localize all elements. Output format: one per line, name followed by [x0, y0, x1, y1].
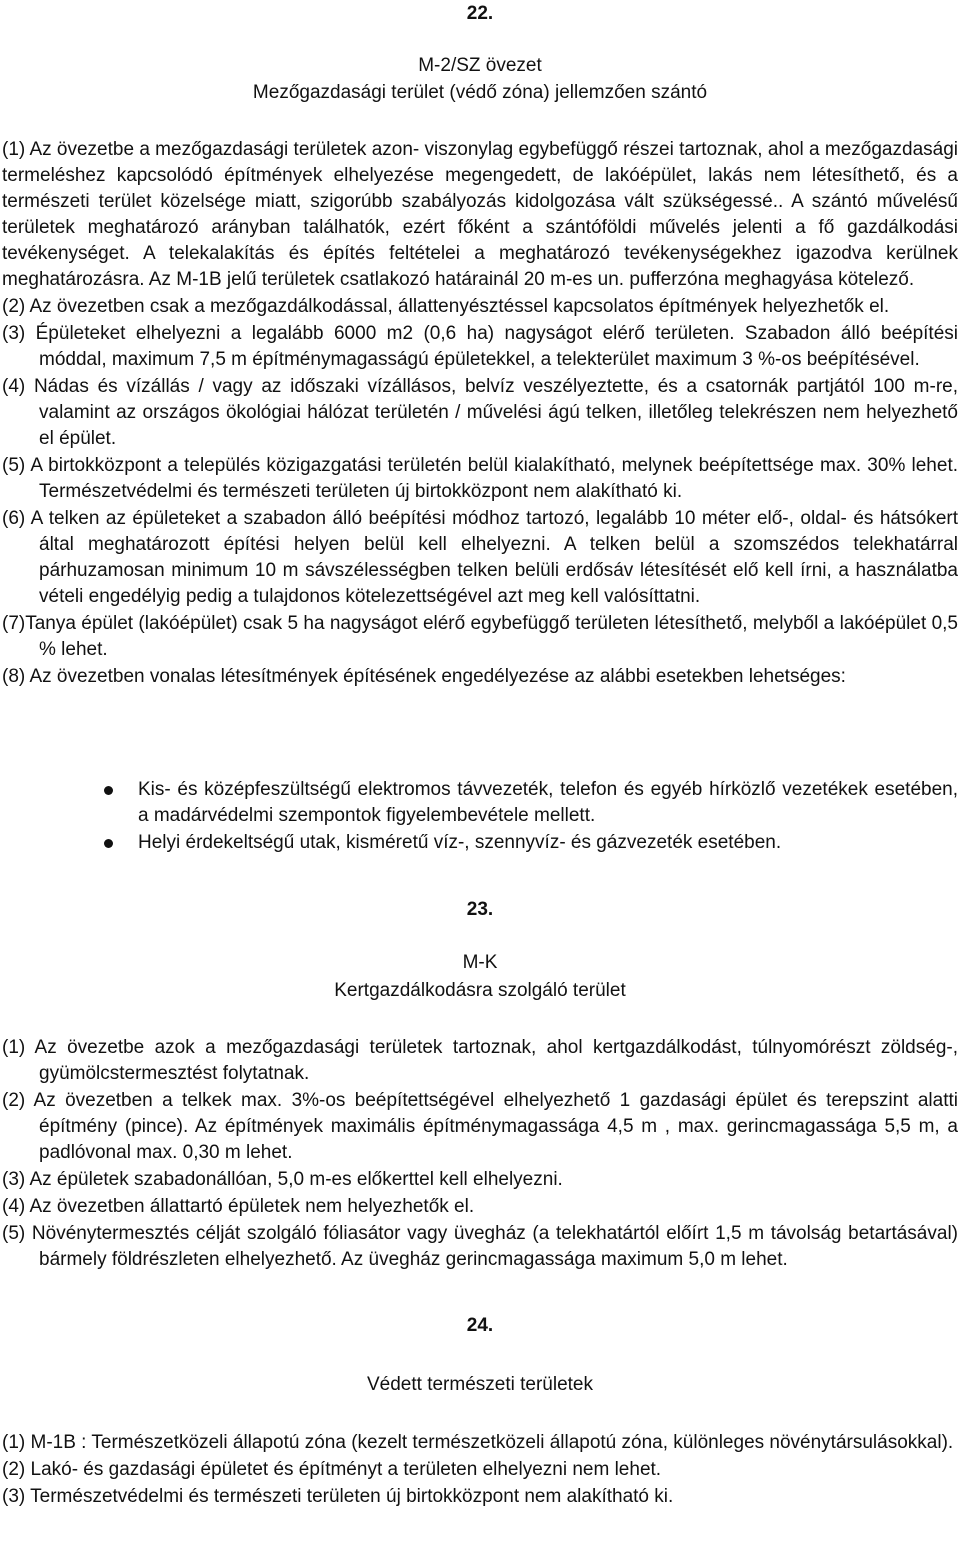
paragraph: (3) Az épületek szabadonállóan, 5,0 m-es előkerttel kell elhelyezni. — [2, 1169, 563, 1190]
paragraph: (8) Az övezetben vonalas létesítmények építésének engedélyezése az alábbi esetekben lehetséges: — [2, 666, 846, 687]
paragraph: (1) Az övezetbe a mezőgazdasági területek azon- viszonylag egybefüggő részei tartoznak, ahol a mezőgazdasági termeléshez kapcsolódó építmények elhelyezése megengedett, de lakóépület, lakás nem létesíthető, és a természeti terület közelsége miatt, szigorúbb szabályozás kidolgozása vált szükségessé.. A szántó művelésű területek meghatározó arányban találhatók, ezért főként a szántóföldi művelés jelenti a fő gazdálkodási tevékenységet. A telekalakítás és építés feltételei a meghatározó tevékenységekhez igazodva kerülnek meghatározásra. Az M-1B jelű területek csatlakozó határainál 20 m-es un. pufferzóna meghagyása kötelező. — [2, 139, 958, 290]
list-item: Helyi érdekeltségű utak, kisméretű víz-, szennyvíz- és gázvezeték esetében. — [104, 830, 958, 856]
paragraph: (2) Az övezetben csak a mezőgazdálkodással, állattenyésztéssel kapcsolatos építmények helyezhetők el. — [2, 296, 890, 317]
section-title: M-2/SZ övezet — [418, 55, 542, 76]
paragraph: (3) Természetvédelmi és természeti területen új birtokközpont nem alakítható ki. — [2, 1486, 674, 1507]
paragraph: (5) A birtokközpont a település közigazgatási területén belül kialakítható, melynek beépítettsége max. 30% lehet. Természetvédelmi és természeti területen új birtokközpont nem alakítható ki. — [2, 455, 958, 502]
paragraph: (3) Épületeket elhelyezni a legalább 6000 m2 (0,6 ha) nagyságot elérő területen. Szabadon álló beépítési móddal, maximum 7,5 m építménymagasságú épületekkel, a telekterület maximum 3 %-os beépítésével. — [2, 323, 958, 370]
section-subtitle: Mezőgazdasági terület (védő zóna) jellemzően szántó — [252, 82, 708, 103]
section-body — [2, 137, 958, 691]
section-body — [2, 1430, 958, 1511]
paragraph: (4) Nádas és vízállás / vagy az időszaki vízállásos, belvíz veszélyeztette, és a csatornák partjától 100 m-re, valamint az országos ökológiai hálózat területén / művelési ágú telken, illetőleg telekrészen nem helyezhető el épület. — [2, 376, 958, 449]
paragraph: (5) Növénytermesztés célját szolgáló fóliasátor vagy üvegház (a telekhatártól előírt 1,5 m távolság betartásával) bármely földrészleten elhelyezhető. Az üvegház gerincmagassága maximum 5,0 m lehet. — [2, 1223, 958, 1270]
paragraph: (1) Az övezetbe azok a mezőgazdasági területek tartoznak, ahol kertgazdálkodást, túlnyomórészt zöldség-, gyümölcstermesztést folytatnak. — [2, 1037, 958, 1084]
paragraph: (4) Az övezetben állattartó épületek nem helyezhetők el. — [2, 1196, 475, 1217]
section-subtitle: Kertgazdálkodásra szolgáló terület — [334, 980, 626, 1001]
section-body — [2, 1035, 958, 1274]
section-number: 22. — [466, 3, 494, 24]
paragraph: (2) Az övezetben a telkek max. 3%-os beépítettségével elhelyezhető 1 gazdasági épület és terepszint alatti építmény (pince). Az építmények maximális építménymagassága 4,5 m , max. gerincmagassága 5,5 m, a padlóvonal max. 0,30 m lehet. — [2, 1090, 958, 1163]
paragraph: (1) M-1B : Természetközeli állapotú zóna (kezelt természetközeli állapotú zóna, különleges növénytársulásokkal). — [2, 1432, 954, 1453]
section-number: 23. — [466, 899, 494, 920]
paragraph: (6) A telken az épületeket a szabadon álló beépítési módhoz tartozó, legalább 10 méter elő-, oldal- és hátsókert által meghatározott építési helyen belül kell elhelyezni. A telken belül a szomszédos telekhatárral párhuzamosan minimum 10 m sávszélességben telken belüli erdősáv létesítését elő kell írni, a használatba vételi engedélyig pedig a tulajdonos kötelezettségével azt meg kell valósíttatni. — [2, 508, 958, 607]
section-number: 24. — [466, 1315, 494, 1336]
section-title: Védett természeti területek — [367, 1374, 593, 1395]
bullet-list — [104, 777, 958, 857]
list-item: Kis- és középfeszültségű elektromos távvezeték, telefon és egyéb hírközlő vezetékek esetében, a madárvédelmi szempontok figyelembevétele mellett. — [104, 777, 958, 829]
paragraph: (7)Tanya épület (lakóépület) csak 5 ha nagyságot elérő egybefüggő területen létesíthető, melyből a lakóépület 0,5 % lehet. — [2, 613, 958, 660]
section-title: M-K — [462, 952, 498, 973]
paragraph: (2) Lakó- és gazdasági épületet és építményt a területen elhelyezni nem lehet. — [2, 1459, 662, 1480]
